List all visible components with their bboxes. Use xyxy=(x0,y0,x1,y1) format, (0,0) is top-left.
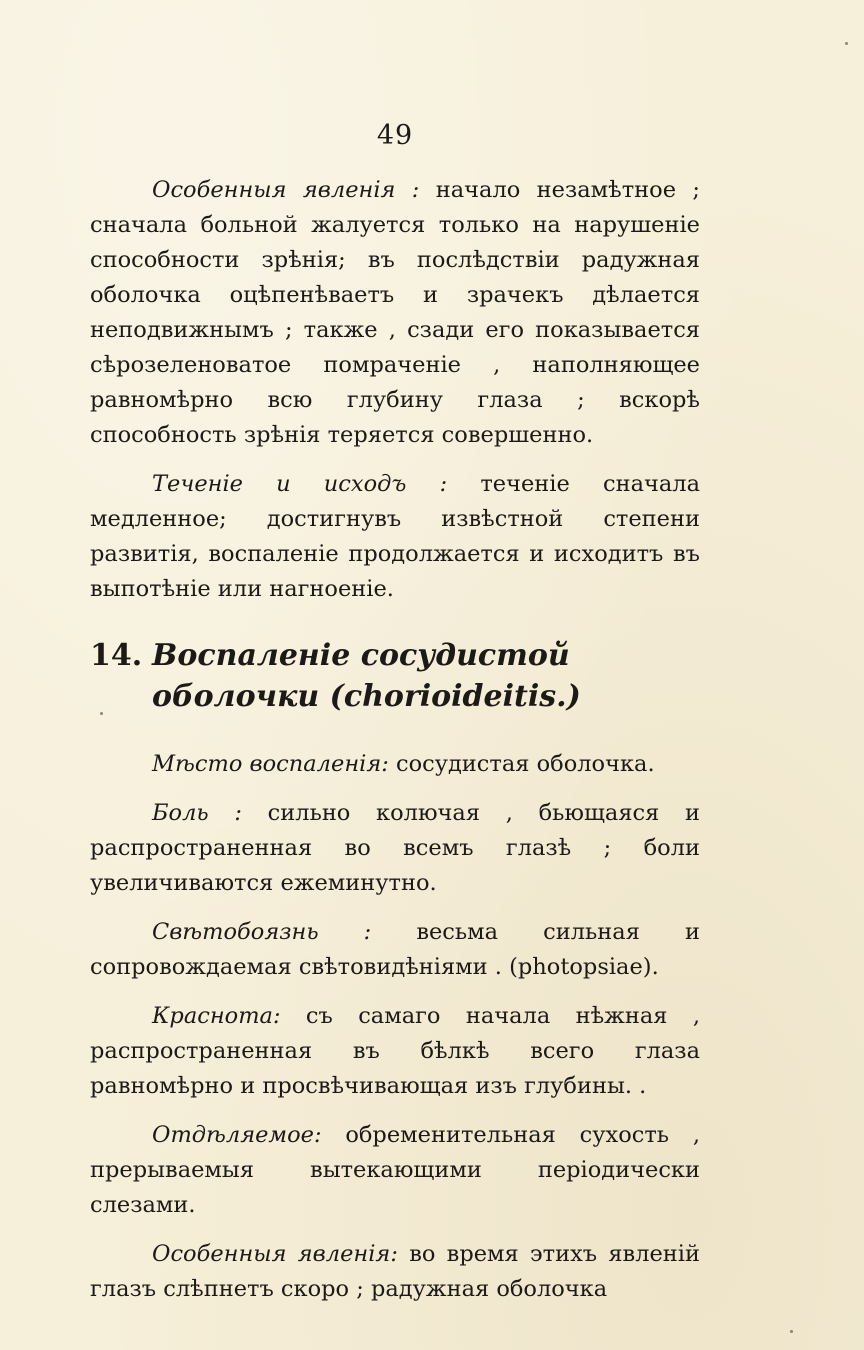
paragraph-lead: Мѣсто воспаленія: xyxy=(152,751,389,777)
paragraph-lead: Особенныя явленія : xyxy=(152,177,420,203)
paragraph-pain xyxy=(90,796,700,901)
book-page xyxy=(90,120,700,1321)
paragraph-text: съ самаго начала нѣжная , распространенная въ бѣлкѣ всего глаза равномѣрно и просвѣчивающая изъ глубины. . xyxy=(90,1003,700,1099)
paragraph-discharge xyxy=(90,1118,700,1223)
paragraph-lead: Теченіе и исходъ : xyxy=(152,471,448,497)
paragraph-lead: Свѣтобоязнь : xyxy=(152,919,372,945)
section-title: Воспаленіе сосудистой оболочки (chorioideitis.) xyxy=(152,638,581,714)
paper-speck xyxy=(790,1330,793,1333)
paragraph-text: сосудистая оболочка. xyxy=(395,751,655,777)
paragraph-special-symptoms xyxy=(90,173,700,453)
paragraph-text: весьма сильная и сопровождаемая свѣтовидѣніями . (photopsiae). xyxy=(90,919,700,980)
paragraph-lead: Краснота: xyxy=(152,1003,281,1029)
paragraph-text: теченіе сначала медленное; достигнувъ извѣстной степени развитія, воспаленіе продолжается и исходитъ въ выпотѣніе или нагноеніе. xyxy=(90,471,700,602)
paper-speck xyxy=(845,42,848,45)
paragraph-redness xyxy=(90,999,700,1104)
paragraph-photophobia xyxy=(90,915,700,985)
paragraph-special-phenomena xyxy=(90,1237,700,1307)
paper-speck xyxy=(100,712,103,715)
paragraph-lead: Особенныя явленія: xyxy=(152,1241,398,1267)
paragraph-text: во время этихъ явленій глазъ слѣпнетъ скоро ; радужная оболочка xyxy=(90,1241,700,1302)
section-heading xyxy=(90,635,700,717)
paragraph-course-outcome xyxy=(90,467,700,607)
paragraph-text: сильно колючая , бьющаяся и распространенная во всемъ глазѣ ; боли увеличиваются ежеминутно. xyxy=(90,800,701,896)
paragraph-lead: Отдѣляемое: xyxy=(152,1122,322,1148)
paragraph-location xyxy=(90,747,700,782)
paragraph-lead: Боль : xyxy=(152,800,242,826)
paragraph-text: обременительная сухость , прерываемыя вытекающими періодически слезами. xyxy=(90,1122,700,1218)
paragraph-text: начало незамѣтное ; сначала больной жалуется только на нарушеніе способности зрѣнія; въ послѣдствіи радужная оболочка оцѣпенѣваетъ и зрачекъ дѣлается неподвижнымъ ; также , сзади его показывается сѣрозеленоватое помраченіе , наполняющее равномѣрно всю глубину глаза ; вскорѣ способность зрѣнія теряется совершенно. xyxy=(90,177,700,448)
section-number: 14. xyxy=(90,638,143,673)
page-number: 49 xyxy=(376,120,414,151)
